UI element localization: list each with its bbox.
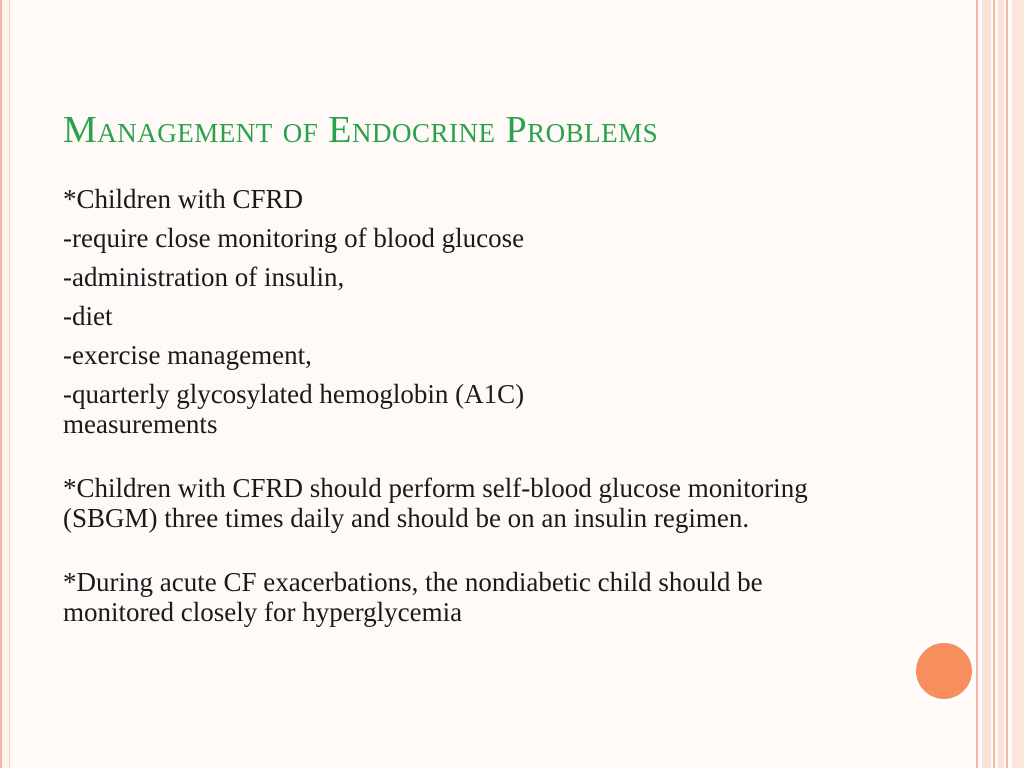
body-line: -quarterly glycosylated hemoglobin (A1C) measurements bbox=[63, 379, 525, 439]
stripe bbox=[982, 0, 991, 768]
stripe bbox=[976, 0, 978, 768]
body-line: -administration of insulin, bbox=[63, 262, 345, 292]
slide-title: Management of Endocrine Problems bbox=[63, 109, 659, 151]
body-line: -exercise management, bbox=[63, 340, 312, 370]
stripe bbox=[1006, 0, 1008, 768]
stripe bbox=[998, 0, 1004, 768]
stripe bbox=[1012, 0, 1024, 768]
body-line: *Children with CFRD bbox=[63, 184, 304, 214]
body-paragraph: *During acute CF exacerbations, the nondiabetic child should be monitored closely for hyperglycemia bbox=[63, 567, 763, 627]
orange-circle-decoration bbox=[913, 640, 975, 702]
body-line: -diet bbox=[63, 301, 113, 331]
body-paragraph: *Children with CFRD should perform self-blood glucose monitoring (SBGM) three times daily and should be on an insulin regimen. bbox=[63, 473, 808, 533]
body-line: -require close monitoring of blood glucose bbox=[63, 223, 525, 253]
left-border-decoration bbox=[0, 0, 10, 768]
right-stripe-decoration bbox=[976, 0, 1024, 768]
slide-body bbox=[63, 180, 893, 627]
stripe bbox=[993, 0, 995, 768]
